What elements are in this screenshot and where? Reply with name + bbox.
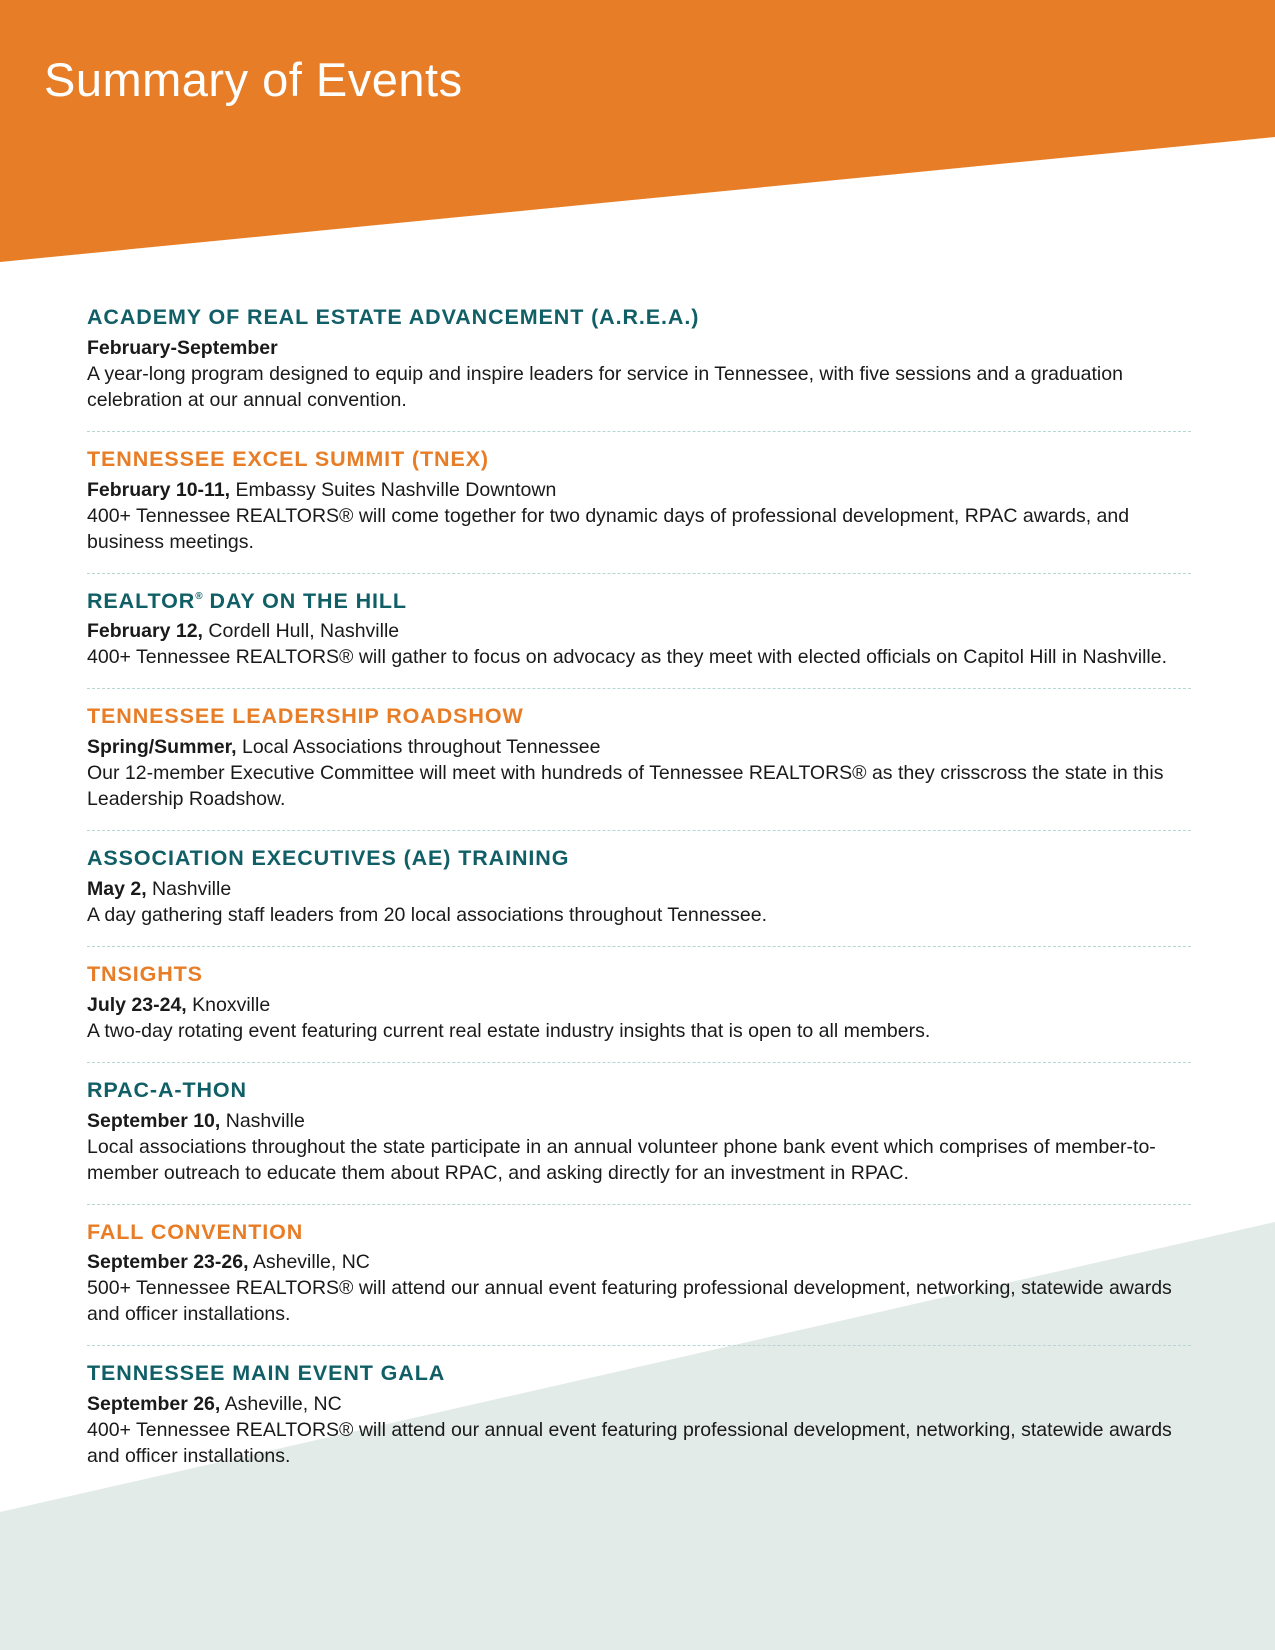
events-list bbox=[87, 305, 1191, 1502]
event-when bbox=[87, 734, 1191, 760]
event-date: July 23-24, bbox=[87, 993, 187, 1016]
event-title: TENNESSEE EXCEL SUMMIT (TNEX) bbox=[87, 446, 489, 471]
event-description: A year-long program designed to equip and inspire leaders for service in Tennessee, with five sessions and a graduation celebration at our annual convention. bbox=[87, 362, 1123, 411]
event-when bbox=[87, 1391, 1191, 1417]
event-description: A day gathering staff leaders from 20 local associations throughout Tennessee. bbox=[87, 903, 768, 926]
event-date: February-September bbox=[87, 336, 278, 359]
event-title: RPAC-A-THON bbox=[87, 1077, 247, 1102]
event-location: Asheville, NC bbox=[252, 1251, 370, 1274]
event-description: 400+ Tennessee REALTORS® will come together for two dynamic days of professional development, RPAC awards, and business meetings. bbox=[87, 504, 1130, 553]
event-title-part: DAY ON THE HILL bbox=[202, 588, 407, 613]
event-date: February 12, bbox=[87, 620, 203, 643]
event-title: ACADEMY OF REAL ESTATE ADVANCEMENT (A.R.E.A.) bbox=[87, 305, 700, 329]
event-description: Our 12-member Executive Committee will meet with hundreds of Tennessee REALTORS® as they crisscross the state in this Leadership Roadshow. bbox=[87, 762, 1164, 811]
event-title: TENNESSEE LEADERSHIP ROADSHOW bbox=[87, 704, 524, 729]
event-description: 500+ Tennessee REALTORS® will attend our annual event featuring professional development, networking, statewide awards and officer installations. bbox=[87, 1277, 1172, 1326]
event-description: 400+ Tennessee REALTORS® will gather to focus on advocacy as they meet with elected officials on Capitol Hill in Nashville. bbox=[87, 646, 1168, 669]
event-title: TNSIGHTS bbox=[87, 961, 203, 986]
event-main-event-gala bbox=[87, 1361, 1191, 1487]
event-description: A two-day rotating event featuring current real estate industry insights that is open to all members. bbox=[87, 1019, 931, 1042]
event-description: 400+ Tennessee REALTORS® will attend our annual event featuring professional development, networking, statewide awards and officer installations. bbox=[87, 1419, 1172, 1468]
event-location: Local Associations throughout Tennessee bbox=[241, 736, 601, 759]
page-title: Summary of Events bbox=[44, 53, 463, 106]
event-day-on-the-hill bbox=[87, 589, 1191, 690]
event-when bbox=[87, 618, 1191, 644]
event-location: Knoxville bbox=[192, 993, 271, 1016]
event-date: May 2, bbox=[87, 877, 147, 900]
event-area bbox=[87, 305, 1191, 432]
header-orange-band bbox=[0, 0, 1275, 262]
event-when bbox=[87, 335, 1191, 361]
event-title: TENNESSEE MAIN EVENT GALA bbox=[87, 1361, 446, 1386]
event-when bbox=[87, 1249, 1191, 1275]
event-date: September 23-26, bbox=[87, 1251, 249, 1274]
event-title: FALL CONVENTION bbox=[87, 1219, 304, 1244]
event-location: Cordell Hull, Nashville bbox=[208, 620, 400, 643]
event-location: Nashville bbox=[152, 877, 232, 900]
event-when bbox=[87, 876, 1191, 902]
event-tnex bbox=[87, 447, 1191, 574]
event-location: Nashville bbox=[225, 1109, 305, 1132]
event-description: Local associations throughout the state participate in an annual volunteer phone bank event which comprises of member-to-member outreach to educate them about RPAC, and asking directly for an investment in RPAC. bbox=[87, 1135, 1156, 1184]
event-when bbox=[87, 992, 1191, 1018]
event-tnsights bbox=[87, 962, 1191, 1063]
event-date: Spring/Summer, bbox=[87, 736, 237, 759]
event-when bbox=[87, 477, 1191, 503]
event-title-part: REALTOR bbox=[87, 588, 196, 613]
event-date: September 26, bbox=[87, 1393, 221, 1416]
event-rpac-a-thon bbox=[87, 1078, 1191, 1205]
event-title: ASSOCIATION EXECUTIVES (AE) TRAINING bbox=[87, 846, 570, 871]
registered-mark: ® bbox=[195, 590, 203, 602]
event-fall-convention bbox=[87, 1220, 1191, 1347]
event-date: September 10, bbox=[87, 1109, 221, 1132]
event-title bbox=[87, 589, 1191, 615]
event-date: February 10-11, bbox=[87, 478, 231, 501]
event-location: Embassy Suites Nashville Downtown bbox=[235, 478, 557, 501]
event-leadership-roadshow bbox=[87, 704, 1191, 831]
event-location: Asheville, NC bbox=[224, 1393, 342, 1416]
event-ae-training bbox=[87, 846, 1191, 947]
event-when bbox=[87, 1108, 1191, 1134]
